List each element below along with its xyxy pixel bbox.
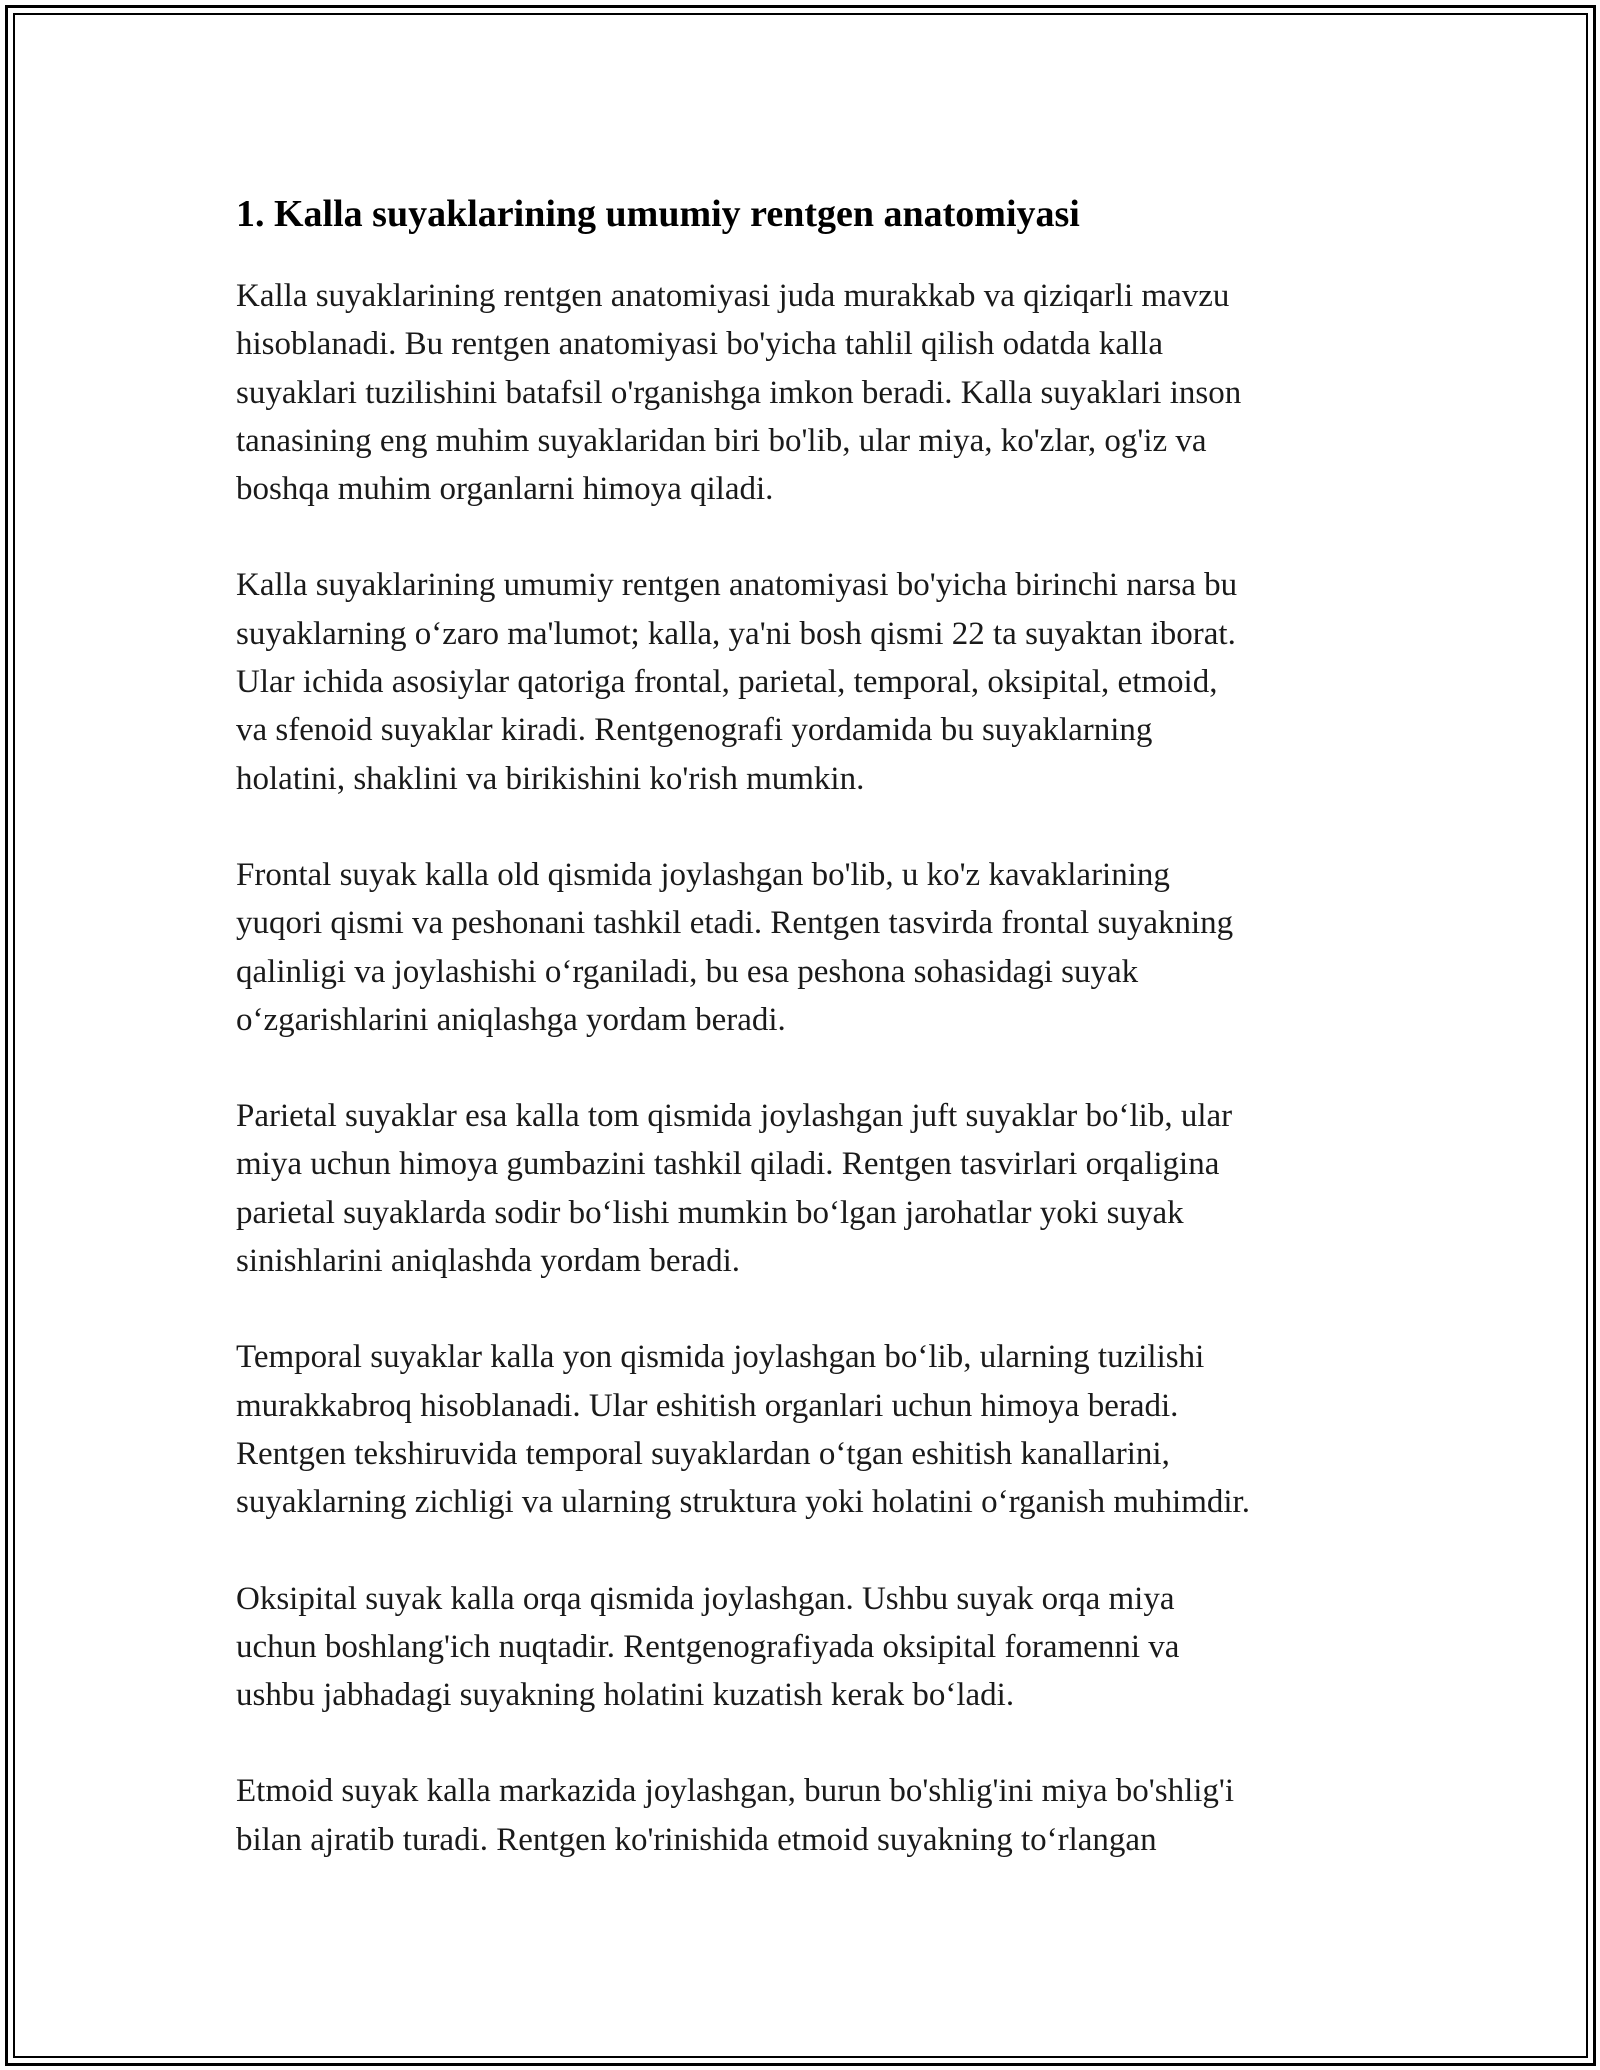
paragraph-line: ushbu jabhadagi suyakning holatini kuzatish kerak boʻladi. <box>236 1677 1015 1714</box>
paragraph-occipital <box>236 1575 1376 1720</box>
paragraph-line: murakkabroq hisoblanadi. Ular eshitish organlari uchun himoya beradi. <box>236 1387 1179 1424</box>
paragraph-line: Parietal suyaklar esa kalla tom qismida joylashgan juft suyaklar boʻlib, ular <box>236 1098 1233 1135</box>
paragraph-line: hisoblanadi. Bu rentgen anatomiyasi bo'yicha tahlil qilish odatda kalla <box>236 326 1163 363</box>
paragraph-line: uchun boshlang'ich nuqtadir. Rentgenografiyada oksipital foramenni va <box>236 1628 1180 1665</box>
paragraph-ethmoid <box>236 1767 1376 1864</box>
paragraph-line: Frontal suyak kalla old qismida joylashgan bo'lib, u ko'z kavaklarining <box>236 856 1170 893</box>
paragraph-line: va sfenoid suyaklar kiradi. Rentgenografi yordamida bu suyaklarning <box>236 712 1153 749</box>
paragraph-line: Temporal suyaklar kalla yon qismida joylashgan boʻlib, ularning tuzilishi <box>236 1339 1205 1376</box>
paragraph-line: Etmoid suyak kalla markazida joylashgan, burun bo'shlig'ini miya bo'shlig'i <box>236 1773 1235 1810</box>
paragraph-intro <box>236 272 1376 513</box>
paragraph-line: Rentgen tekshiruvida temporal suyaklardan oʻtgan eshitish kanallarini, <box>236 1435 1170 1472</box>
paragraph-line: suyaklari tuzilishini batafsil o'rganishga imkon beradi. Kalla suyaklari inson <box>236 374 1242 411</box>
paragraph-overview <box>236 561 1376 802</box>
paragraph-line: suyaklarning zichligi va ularning struktura yoki holatini oʻrganish muhimdir. <box>236 1484 1250 1521</box>
paragraph-temporal <box>236 1333 1376 1526</box>
paragraph-line: parietal suyaklarda sodir boʻlishi mumkin boʻlgan jarohatlar yoki suyak <box>236 1194 1184 1231</box>
paragraph-line: Oksipital suyak kalla orqa qismida joylashgan. Ushbu suyak orqa miya <box>236 1580 1175 1617</box>
paragraph-line: miya uchun himoya gumbazini tashkil qiladi. Rentgen tasvirlari orqaligina <box>236 1146 1220 1183</box>
paragraph-line: Kalla suyaklarining rentgen anatomiyasi juda murakkab va qiziqarli mavzu <box>236 278 1230 314</box>
paragraph-line: yuqori qismi va peshonani tashkil etadi. Rentgen tasvirda frontal suyakning <box>236 905 1234 942</box>
paragraph-parietal <box>236 1092 1376 1285</box>
paragraph-line: holatini, shaklini va birikishini ko'rish mumkin. <box>236 760 865 797</box>
paragraph-line: qalinligi va joylashishi oʻrganiladi, bu esa peshona sohasidagi suyak <box>236 953 1139 990</box>
paragraph-line: suyaklarning oʻzaro ma'lumot; kalla, ya'ni bosh qismi 22 ta suyaktan iborat. <box>236 615 1236 652</box>
paragraph-line: oʻzgarishlarini aniqlashga yordam beradi. <box>236 1001 786 1038</box>
paragraph-frontal <box>236 851 1376 1044</box>
section-heading: 1. Kalla suyaklarining umumiy rentgen anatomiyasi <box>236 193 1080 235</box>
paragraph-line: bilan ajratib turadi. Rentgen ko'rinishida etmoid suyakning toʻrlangan <box>236 1821 1157 1858</box>
paragraph-line: boshqa muhim organlarni himoya qiladi. <box>236 471 774 508</box>
document-body <box>236 186 1376 1912</box>
paragraph-line: sinishlarini aniqlashda yordam beradi. <box>236 1243 741 1280</box>
paragraph-line: Kalla suyaklarining umumiy rentgen anatomiyasi bo'yicha birinchi narsa bu <box>236 567 1238 604</box>
paragraph-line: Ular ichida asosiylar qatoriga frontal, parietal, temporal, oksipital, etmoid, <box>236 664 1218 701</box>
paragraph-line: tanasining eng muhim suyaklaridan biri bo'lib, ular miya, ko'zlar, og'iz va <box>236 422 1207 459</box>
